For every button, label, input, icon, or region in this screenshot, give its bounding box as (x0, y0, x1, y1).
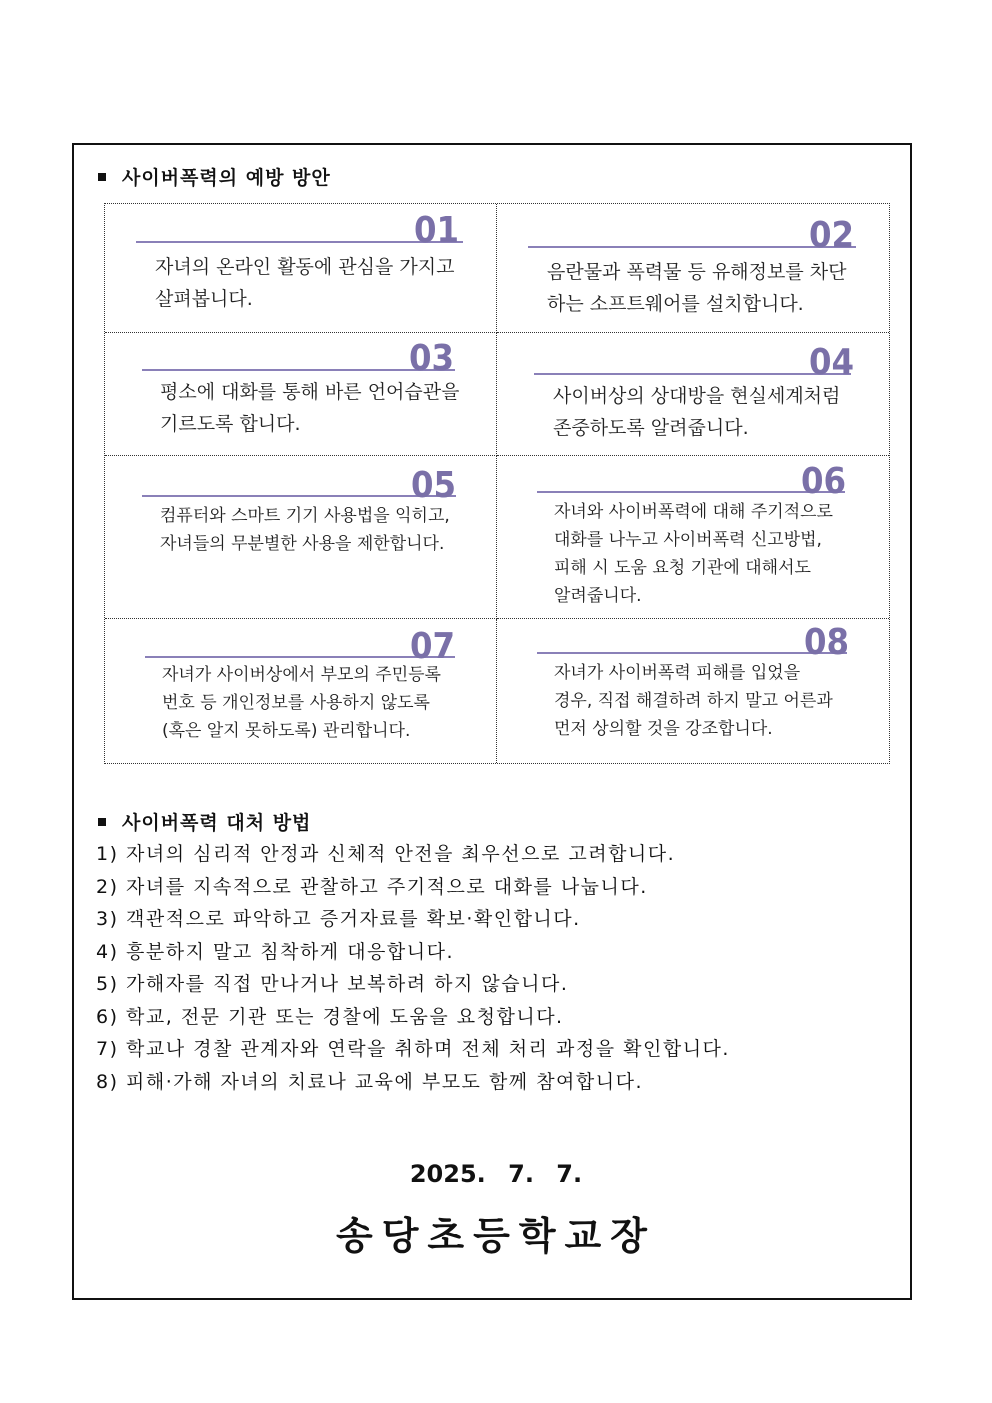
item-number: 02 (809, 215, 855, 256)
item-number: 07 (410, 626, 456, 667)
prevention-heading (98, 163, 331, 190)
list-item: 5) 가해자를 직접 만나거나 보복하려 하지 않습니다. (96, 973, 569, 995)
item-text: 자녀가 사이버폭력 피해를 입었을 경우, 직접 해결하려 하지 말고 어른과 먼저 상의할 것을 강조합니다. (554, 663, 833, 739)
rule-line (145, 656, 455, 658)
item-text: 음란물과 폭력물 등 유해정보를 차단 하는 소프트웨어를 설치합니다. (547, 261, 847, 315)
list-item: 2) 자녀를 지속적으로 관찰하고 주기적으로 대화를 나눕니다. (96, 875, 648, 898)
school-principal-signature: 송당초등학교장 (336, 1214, 656, 1258)
list-item: 8) 피해·가해 자녀의 치료나 교육에 부모도 함께 참여합니다. (96, 1070, 644, 1093)
item-text: 사이버상의 상대방을 현실세계처럼 존중하도록 알려줍니다. (553, 385, 841, 439)
list-item: 3) 객관적으로 파악하고 증거자료를 확보·확인합니다. (96, 908, 581, 930)
response-list (96, 838, 730, 1098)
prevention-item-08 (497, 619, 889, 763)
document-date: 2025. 7. 7. (409, 1160, 583, 1188)
response-heading (98, 808, 311, 835)
prevention-item-06 (497, 456, 889, 619)
prevention-item-02 (497, 204, 889, 333)
prevention-item-01 (105, 204, 497, 333)
square-bullet-icon (98, 173, 106, 181)
rule-line (534, 373, 851, 375)
list-item: 1) 자녀의 심리적 안정과 신체적 안전을 최우선으로 고려합니다. (96, 843, 676, 865)
prevention-item-03 (105, 333, 497, 456)
item-text: 평소에 대화를 통해 바른 언어습관을 기르도록 합니다. (160, 381, 460, 435)
prevention-heading-text: 사이버폭력의 예방 방안 (122, 167, 331, 189)
list-item: 4) 흥분하지 말고 침착하게 대응합니다. (96, 940, 455, 963)
item-number: 05 (411, 465, 457, 506)
item-text: 자녀가 사이버상에서 부모의 주민등록 번호 등 개인정보를 사용하지 않도록 (혹은 알지 못하도록) 관리합니다. (162, 665, 441, 741)
prevention-grid (104, 203, 890, 764)
item-number: 03 (409, 338, 455, 379)
rule-line (142, 495, 456, 497)
item-number: 08 (804, 622, 850, 663)
item-number: 01 (414, 210, 460, 251)
prevention-item-04 (497, 333, 889, 456)
prevention-item-07 (105, 619, 497, 763)
rule-line (537, 491, 845, 493)
list-item: 6) 학교, 전문 기관 또는 경찰에 도움을 요청합니다. (96, 1005, 564, 1028)
square-bullet-icon (98, 818, 106, 826)
response-heading-text: 사이버폭력 대처 방법 (122, 812, 312, 834)
rule-line (528, 246, 856, 248)
item-text: 컴퓨터와 스마트 기기 사용법을 익히고, 자녀들의 무분별한 사용을 제한합니다. (160, 506, 450, 554)
item-text: 자녀와 사이버폭력에 대해 주기적으로 대화를 나누고 사이버폭력 신고방법, 피해 시 도움 요청 기관에 대해서도 알려줍니다. (554, 502, 833, 606)
rule-line (537, 652, 847, 654)
item-number: 06 (801, 461, 847, 502)
item-text: 자녀의 온라인 활동에 관심을 가지고 살펴봅니다. (155, 256, 455, 310)
prevention-item-05 (105, 456, 497, 619)
item-number: 04 (809, 342, 855, 383)
list-item: 7) 학교나 경찰 관계자와 연락을 취하며 전체 처리 과정을 확인합니다. (96, 1038, 730, 1060)
